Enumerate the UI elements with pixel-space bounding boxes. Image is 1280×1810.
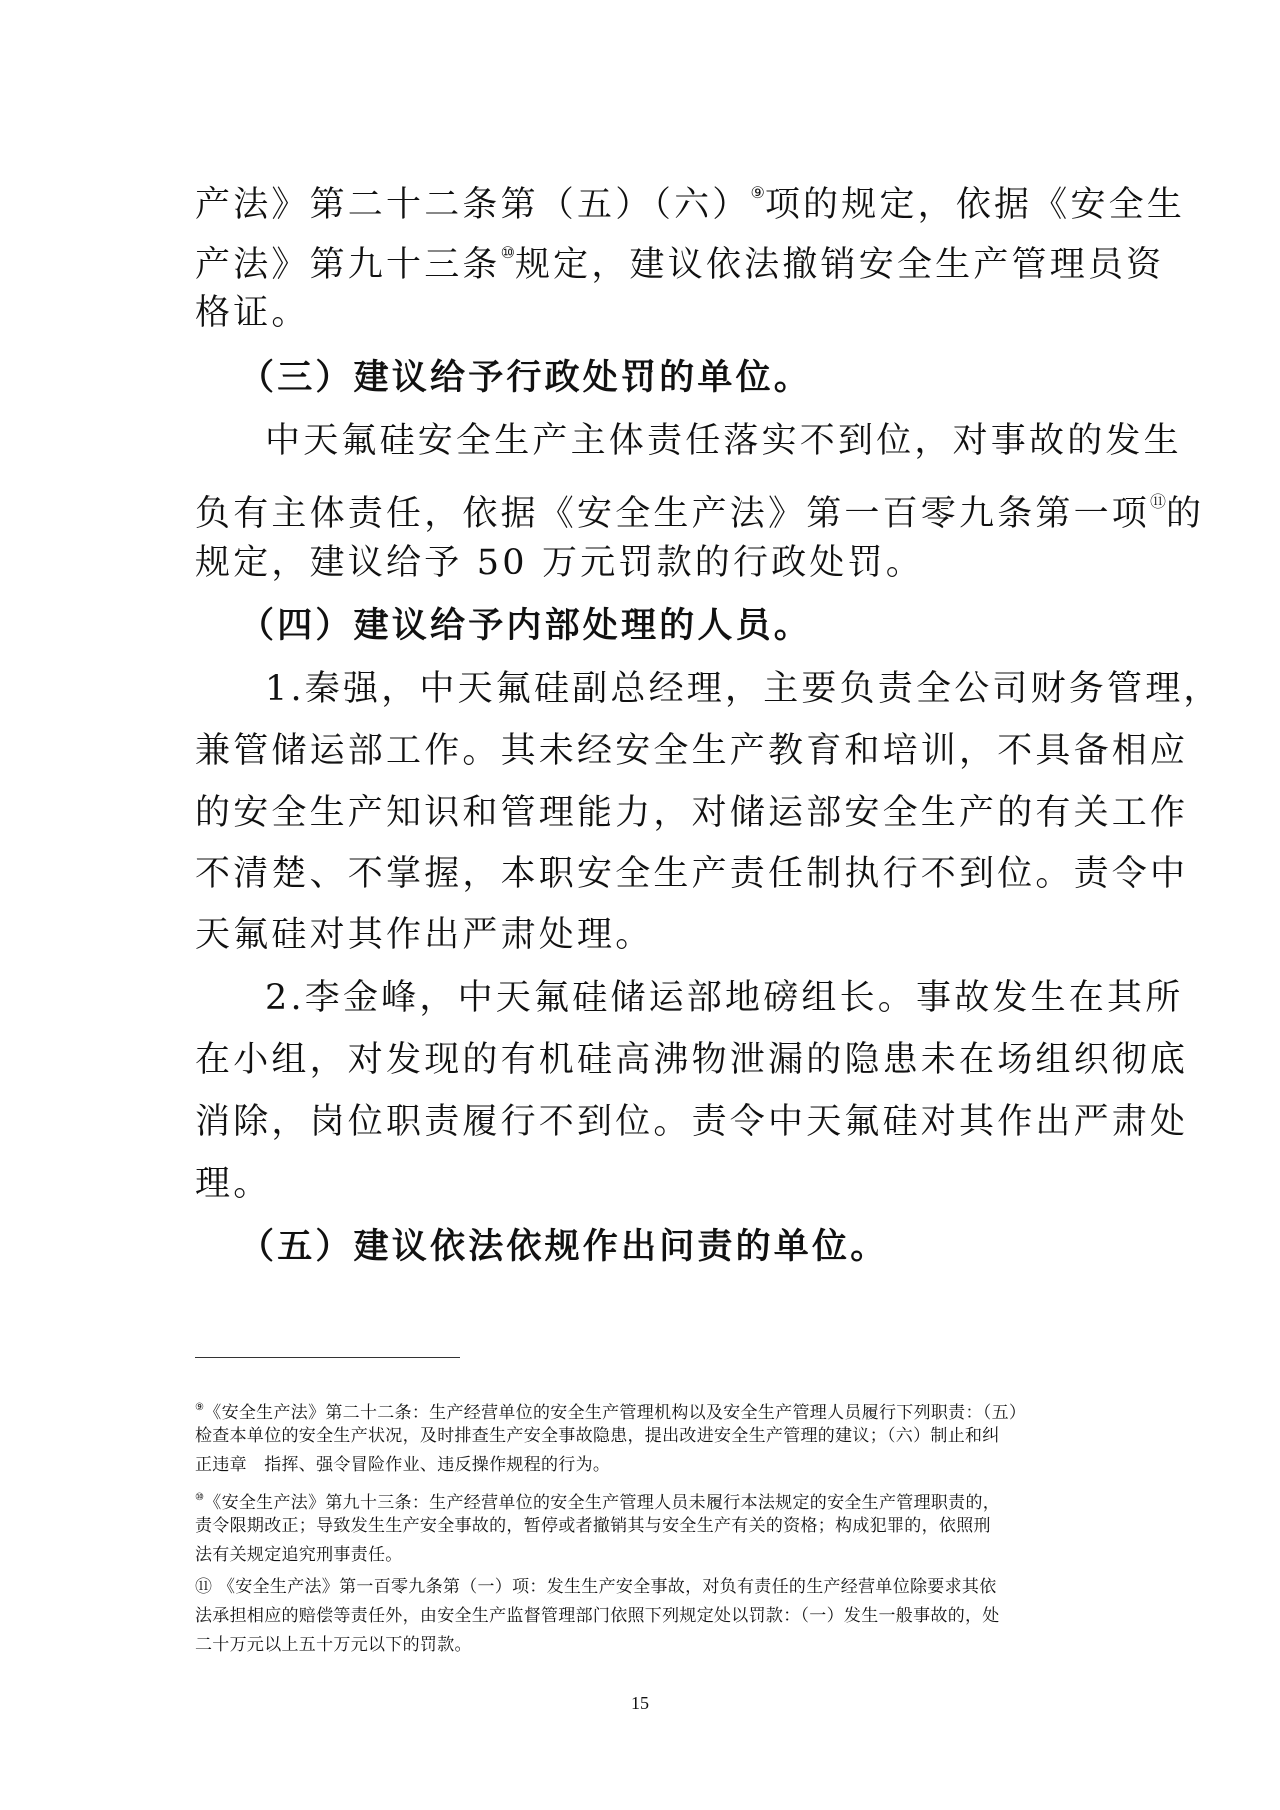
paragraph-line: 天氟硅对其作出严肃处理。 <box>195 915 654 955</box>
footnote-ref-11[interactable]: ⑪ <box>1150 492 1167 511</box>
footnote-11-line: 二十万元以上五十万元以下的罚款。 <box>195 1635 472 1655</box>
paragraph-line: 在小组，对发现的有机硅高沸物泄漏的隐患未在场组织彻底 <box>195 1040 1189 1080</box>
paragraph-line: 格证。 <box>195 293 310 333</box>
footnote-divider <box>195 1357 460 1358</box>
footnote-10-line: ⑩《安全生产法》第九十三条：生产经营单位的安全生产管理人员未履行本法规定的安全生产管理职责的， <box>195 1492 1001 1513</box>
footnote-9-line: 检查本单位的安全生产状况，及时排查生产安全事故隐患，提出改进安全生产管理的建议；（六）制止和纠 <box>195 1426 1000 1446</box>
section-heading-3: （三）建议给予行政处罚的单位。 <box>239 358 813 398</box>
paragraph-line: 1.秦强，中天氟硅副总经理，主要负责全公司财务管理， <box>265 669 1222 709</box>
footnote-9-line: 正违章 指挥、强令冒险作业、违反操作规程的行为。 <box>195 1455 611 1475</box>
footnote-11-line: ⑪ 《安全生产法》第一百零九条第（一）项：发生生产安全事故，对负有责任的生产经营单位除要求其依 <box>195 1577 997 1597</box>
paragraph-line: 规定，建议给予 50 万元罚款的行政处罚。 <box>195 543 924 583</box>
paragraph-line: 负有主体责任，依据《安全生产法》第一百零九条第一项⑪的 <box>195 492 1205 534</box>
paragraph-line: 产法》第九十三条⑩规定，建议依法撤销安全生产管理员资 <box>195 243 1165 285</box>
page-number: 15 <box>631 1693 649 1713</box>
footnote-10-line: 法有关规定追究刑事责任。 <box>195 1545 403 1565</box>
footnote-11-line: 法承担相应的赔偿等责任外，由安全生产监督管理部门依照下列规定处以罚款：（一）发生一般事故的，处 <box>195 1606 1000 1626</box>
paragraph-line: 不清楚、不掌握，本职安全生产责任制执行不到位。责令中 <box>195 854 1189 894</box>
paragraph-line: 的安全生产知识和管理能力，对储运部安全生产的有关工作 <box>195 793 1189 833</box>
footnote-ref-9[interactable]: ⑨ <box>750 183 765 202</box>
paragraph-line: 兼管储运部工作。其未经安全生产教育和培训，不具备相应 <box>195 731 1189 771</box>
footnote-10-line: 责令限期改正；导致发生生产安全事故的，暂停或者撤销其与安全生产有关的资格；构成犯罪的，依照刑 <box>195 1516 991 1536</box>
section-heading-5: （五）建议依法依规作出问责的单位。 <box>239 1227 889 1267</box>
paragraph-line: 产法》第二十二条第（五）（六）⑨项的规定，依据《安全生 <box>195 183 1186 225</box>
paragraph-line: 消除，岗位职责履行不到位。责令中天氟硅对其作出严肃处 <box>195 1102 1189 1142</box>
section-heading-4: （四）建议给予内部处理的人员。 <box>239 606 813 646</box>
paragraph-line: 理。 <box>195 1164 272 1204</box>
footnote-mark-10: ⑩ <box>195 1492 205 1503</box>
footnote-mark-9: ⑨ <box>195 1402 205 1413</box>
footnote-ref-10[interactable]: ⑩ <box>500 243 515 262</box>
paragraph-line: 2.李金峰，中天氟硅储运部地磅组长。事故发生在其所 <box>265 978 1184 1018</box>
paragraph-line: 中天氟硅安全生产主体责任落实不到位，对事故的发生 <box>265 421 1182 461</box>
footnote-9-line: ⑨《安全生产法》第二十二条：生产经营单位的安全生产管理机构以及安全生产管理人员履行下列职责：（五） <box>195 1402 1027 1423</box>
